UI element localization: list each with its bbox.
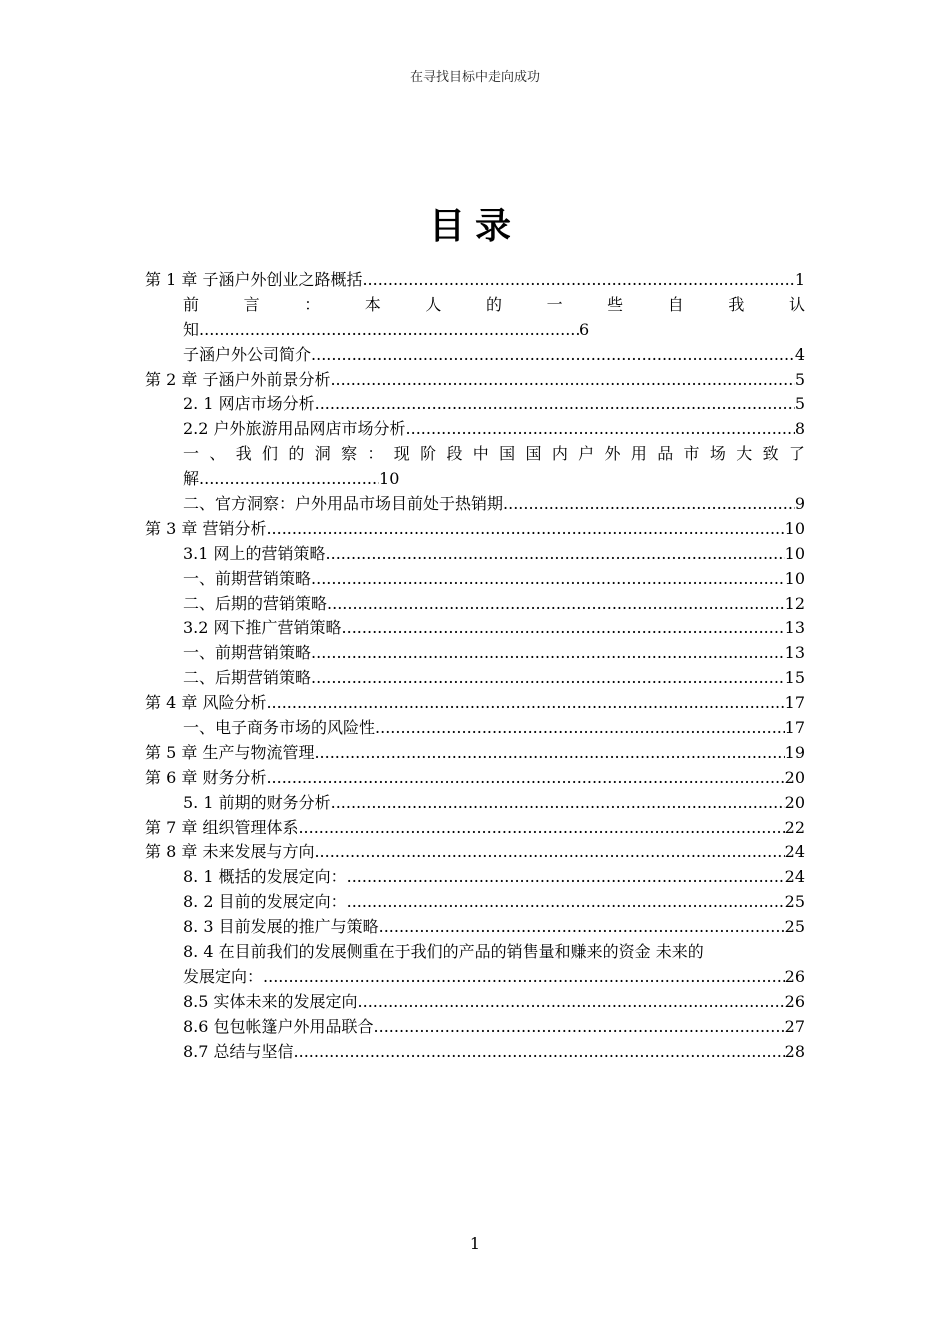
toc-title: 目录 — [428, 205, 521, 247]
toc-leader-dots — [315, 392, 795, 417]
toc-entry[interactable] — [145, 766, 805, 791]
toc-entry-title: 8.5 实体未来的发展定向 — [183, 991, 358, 1011]
toc-entry[interactable] — [145, 691, 805, 716]
toc-leader-dots — [503, 492, 795, 517]
toc-entry[interactable] — [145, 1040, 805, 1065]
toc-entry-wrapped[interactable] — [145, 940, 805, 990]
toc-leader-dots — [266, 517, 784, 542]
toc-entry[interactable] — [145, 791, 805, 816]
toc-entry[interactable] — [145, 666, 805, 691]
toc-leader-dots — [347, 865, 785, 890]
toc-entry[interactable] — [145, 368, 805, 393]
toc-entry-title: 3.2 网下推广营销策略 — [183, 618, 342, 638]
toc-entry-page: 4 — [794, 344, 805, 364]
toc-entry[interactable] — [145, 343, 805, 368]
toc-entry-page: 25 — [784, 917, 805, 937]
toc-entry-page: 20 — [784, 767, 805, 787]
toc-entry-title: 二、官方洞察：户外用品市场目前处于热销期 — [183, 494, 504, 514]
toc-entry-title: 8. 3 目前发展的推广与策略 — [183, 917, 379, 937]
toc-entry[interactable] — [145, 716, 805, 741]
toc-entry-title: 第 7 章 组织管理体系 — [145, 817, 299, 837]
table-of-contents — [145, 268, 805, 1065]
toc-entry-page: 10 — [784, 518, 805, 538]
toc-entry-title: 一、电子商务市场的风险性 — [183, 718, 376, 738]
toc-entry[interactable] — [145, 567, 805, 592]
toc-entry-page: 17 — [784, 693, 805, 713]
toc-leader-dots — [311, 666, 785, 691]
toc-leader-dots — [314, 741, 784, 766]
toc-leader-dots — [331, 791, 785, 816]
toc-entry-page: 10 — [784, 568, 805, 588]
toc-entry[interactable] — [145, 990, 805, 1015]
toc-entry-page: 1 — [794, 270, 805, 289]
toc-entry-title: 第 3 章 营销分析 — [145, 518, 267, 538]
toc-entry-title-line1: 8. 4 在目前我们的发展侧重在于我们的产品的销售量和赚来的资金 未来的 — [183, 942, 704, 962]
toc-entry-page: 5 — [794, 369, 805, 389]
toc-entry-page: 26 — [784, 991, 805, 1011]
toc-entry[interactable] — [145, 542, 805, 567]
toc-entry-title-line2: 解 ..... 10 — [183, 467, 805, 492]
toc-entry[interactable] — [145, 865, 805, 890]
toc-entry-page: 10 — [379, 469, 400, 489]
toc-entry[interactable] — [145, 1015, 805, 1040]
toc-entry-page: 6 — [579, 319, 590, 339]
toc-leader-dots — [314, 840, 784, 865]
toc-entry-wrapped[interactable] — [145, 442, 805, 492]
toc-leader-dots — [294, 1040, 785, 1065]
toc-entry-title: 子涵户外公司简介 — [183, 344, 312, 364]
toc-entry-page: 26 — [784, 966, 805, 986]
toc-entry[interactable] — [145, 840, 805, 865]
toc-entry[interactable] — [145, 915, 805, 940]
toc-entry-title: 一、前期营销策略 — [183, 643, 312, 663]
toc-entry[interactable] — [145, 268, 805, 293]
toc-leader-dots — [374, 1015, 785, 1040]
toc-entry-page: 15 — [784, 668, 805, 688]
toc-entry-title: 一、前期营销策略 — [183, 568, 312, 588]
toc-entry-title: 2. 1 网店市场分析 — [183, 394, 315, 414]
toc-entry-page: 13 — [784, 618, 805, 638]
toc-leader-dots — [342, 616, 785, 641]
toc-leader-dots — [330, 368, 794, 393]
toc-entry[interactable] — [145, 890, 805, 915]
toc-entry-title: 8. 2 目前的发展定向： — [183, 892, 347, 912]
toc-entry-page: 5 — [794, 394, 805, 414]
toc-leader-dots — [347, 890, 785, 915]
toc-leader-dots — [406, 417, 795, 442]
page-number: 1 — [469, 1234, 481, 1253]
toc-leader-dots — [375, 716, 785, 741]
toc-entry[interactable] — [145, 517, 805, 542]
toc-entry-page: 9 — [794, 494, 805, 514]
toc-entry-title-line1: 一 、 我 们 的 洞 察 ： 现 阶 段 中 国 国 内 户 外 用 品 市 场 大 致 了 — [183, 444, 805, 464]
toc-entry[interactable] — [145, 816, 805, 841]
toc-entry-page: 10 — [784, 543, 805, 563]
toc-entry-title: 5. 1 前期的财务分析 — [183, 792, 331, 812]
toc-entry-title: 3.1 网上的营销策略 — [183, 543, 326, 563]
toc-leader-dots — [266, 691, 784, 716]
toc-entry-page: 19 — [784, 742, 805, 762]
toc-entry-title: 8.6 包包帐篷户外用品联合 — [183, 1016, 374, 1036]
toc-entry[interactable] — [145, 616, 805, 641]
toc-entry-page: 25 — [784, 892, 805, 912]
toc-entry-title: 第 5 章 生产与物流管理 — [145, 742, 315, 762]
toc-entry-title-line2: 发展定向： ..... 26 — [183, 965, 805, 990]
toc-entry-title: 第 1 章 子涵户外创业之路概括 — [145, 270, 363, 289]
toc-entry-page: 8 — [794, 419, 805, 439]
toc-entry-title-line2: 知 ..... 6 — [183, 318, 805, 343]
toc-entry-page: 12 — [784, 593, 805, 613]
toc-leader-dots — [311, 567, 785, 592]
toc-entry-page: 13 — [784, 643, 805, 663]
toc-leader-dots — [358, 990, 785, 1015]
toc-entry[interactable] — [145, 741, 805, 766]
toc-leader-dots — [326, 542, 785, 567]
toc-entry-page: 27 — [784, 1016, 805, 1036]
toc-entry[interactable] — [145, 392, 805, 417]
toc-entry-page: 24 — [784, 867, 805, 887]
toc-leader-dots — [199, 318, 579, 343]
toc-entry-title: 8.7 总结与坚信 — [183, 1041, 294, 1061]
toc-entry-page: 17 — [784, 718, 805, 738]
toc-entry-page: 22 — [784, 817, 805, 837]
toc-leader-dots — [362, 268, 794, 293]
toc-entry-page: 24 — [784, 842, 805, 862]
toc-entry-title: 二、后期营销策略 — [183, 668, 312, 688]
toc-entry-title: 第 8 章 未来发展与方向 — [145, 842, 315, 862]
toc-leader-dots — [311, 641, 785, 666]
toc-entry-wrapped[interactable] — [145, 293, 805, 343]
toc-entry-title: 第 6 章 财务分析 — [145, 767, 267, 787]
toc-entry-title: 第 2 章 子涵户外前景分析 — [145, 369, 331, 389]
toc-entry-page: 28 — [784, 1041, 805, 1061]
toc-leader-dots — [379, 915, 785, 940]
toc-leader-dots — [311, 343, 795, 368]
toc-leader-dots — [263, 965, 785, 990]
toc-leader-dots — [298, 816, 784, 841]
toc-leader-dots — [266, 766, 784, 791]
running-header: 在寻找目标中走向成功 — [409, 70, 540, 85]
toc-entry-title: 2.2 户外旅游用品网店市场分析 — [183, 419, 406, 439]
toc-leader-dots — [327, 592, 785, 617]
toc-entry-title: 二、后期的营销策略 — [183, 593, 328, 613]
toc-entry[interactable] — [145, 592, 805, 617]
toc-entry[interactable] — [145, 492, 805, 517]
toc-entry-title: 8. 1 概括的发展定向： — [183, 867, 347, 887]
toc-entry-page: 20 — [784, 792, 805, 812]
toc-leader-dots — [199, 467, 379, 492]
toc-entry[interactable] — [145, 417, 805, 442]
toc-entry-title: 第 4 章 风险分析 — [145, 693, 267, 713]
toc-entry[interactable] — [145, 641, 805, 666]
toc-entry-title-line1: 前 言 ： 本 人 的 一 些 自 我 认 — [183, 294, 805, 314]
